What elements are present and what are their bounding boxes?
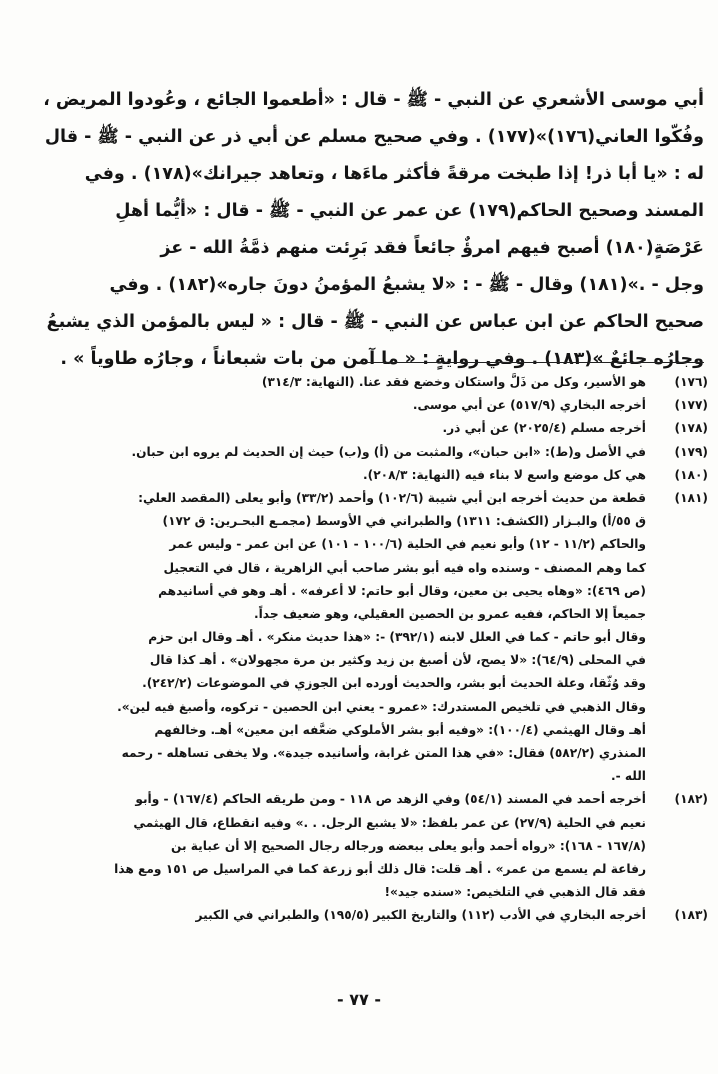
footnote-text: في المحلى (٦٤/٩): «لا يصح، لأن أصبغ بن زيد وكثير بن مرة مجهولان» . أهـ كذا قال (149, 653, 646, 668)
main-text-line: المسند وصحيح الحاكم(١٧٩) عن عمر عن النبي - ﷺ - قال : «أيُّما أهلِ (115, 201, 704, 221)
footnote-text: المنذري (٥٨٢/٢) فقال: «في هذا المتن غرابة، وأسانيده جيدة». ولا يخفى تساهله - رحمه (121, 746, 646, 760)
footnote-number: (١٧٦) (674, 375, 708, 389)
footnote-text: كما وهم المصنف - وسنده واه فيه أبو بشر صاحب أبي الزاهرية ، قال في التعجيل (163, 560, 646, 575)
footnote-continuation (84, 649, 708, 672)
footnote-number: (١٧٩) (674, 444, 708, 459)
footnote-text: جميعاً إلا الحاكم، ففيه عمرو بن الحصين العقيلي، وهو ضعيف جداً. (253, 606, 646, 621)
footnote-continuation (84, 742, 708, 765)
footnote-text: وقال أبو حاتم - كما في العلل لابنه (٣٩٢/١) -: «هذا حديث منكر» . أهـ وقال ابن حزم (148, 630, 646, 645)
footnote-text: نعيم في الحلية (٢٧/٩) عن عمر بلفظ: «لا يشبع الرجل. . .» وفيه انقطاع، قال الهيثمي (133, 815, 646, 830)
footnote-number: (١٨٢) (674, 792, 708, 807)
main-text-line: له : «يا أبا ذر! إذا طبخت مرقةً فأكثر ماءَها ، وتعاهد جيرانك»(١٧٨) . وفي (84, 164, 704, 184)
footnote-177 (84, 394, 708, 417)
footnote-text: ق ٥٥/أ) والبـزار (الكشف: ١٣١١) والطبراني في الأوسط (مجمـع البحـرين: ق ١٧٢) (162, 514, 646, 529)
footnote-separator (358, 362, 704, 363)
main-text-line: وجارُه جائعٌ »(١٨٣) . وفي روايةٍ : « ما آمن من بات شبعاناً ، وجارُه طاوياً » . (60, 349, 704, 369)
footnote-181 (84, 487, 708, 510)
footnote-text: وقد وُثّقا، وعلة الحديث أبو بشر، والحديث أورده ابن الجوزي في الموضوعات (٢٤٢/٢). (142, 676, 646, 691)
footnote-continuation (84, 881, 708, 904)
footnote-179 (84, 441, 708, 464)
page-number: - ٧٧ - (337, 990, 381, 1009)
footnote-180 (84, 464, 708, 487)
footnote-text: قطعة من حديث أخرجه ابن أبي شيبة (١٠٢/٦) وأحمد (٣٣/٢) وأبو يعلى (المقصد العلي: (138, 490, 646, 505)
footnote-continuation (84, 858, 708, 881)
footnote-continuation (84, 835, 708, 858)
footnote-178 (84, 417, 708, 440)
footnote-continuation (84, 672, 708, 695)
footnote-text: (ص ٤٦٩): «وهاه يحيى بن معين، وقال أبو حاتم: لا أعرفه» . أهـ وهو في أسانيدهم (158, 583, 646, 598)
footnote-text: هي كل موضع واسع لا بناء فيه (النهاية: ٢٠٨/٣). (362, 467, 646, 482)
main-text-line: عَرْصَةٍ(١٨٠) أصبح فيهم امرؤٌ جائعاً فقد بَرِئت منهم ذمَّةُ الله - عز (160, 238, 704, 258)
footnote-continuation (84, 765, 708, 788)
main-text-line: صحيح الحاكم عن ابن عباس عن النبي - ﷺ - قال : « ليس بالمؤمن الذي يشبعُ (46, 312, 704, 332)
footnote-text: أخرجه أحمد في المسند (٥٤/١) وفي الزهد ص ١١٨ - ومن طريقه الحاكم (١٦٧/٤) - وأبو (135, 792, 646, 807)
footnote-continuation (84, 696, 708, 719)
footnote-text: والحاكم (١١/٢ - ١٢) وأبو نعيم في الحلية (١٠٠/٦ - ١٠١) عن ابن عمر - وليس عمر (169, 537, 646, 552)
footnote-continuation (84, 510, 708, 533)
footnote-continuation (84, 557, 708, 580)
footnote-text: (١٦٧/٨ - ١٦٨): «رواه أحمد وأبو يعلى ببعضه ورجاله رجال الصحيح إلا أن عباية بن (171, 838, 646, 853)
footnote-183 (84, 904, 708, 927)
footnote-text: فقد قال الذهبي في التلخيص: «سنده جيد»! (384, 885, 646, 900)
footnote-176 (84, 371, 708, 394)
footnote-text: أخرجه البخاري في الأدب (١١٢) والتاريخ الكبير (١٩٥/٥) والطبراني في الكبير (195, 908, 646, 923)
footnote-text: رفاعة لم يسمع من عمر» . أهـ قلت: قال ذلك أبو زرعة كما في المراسيل ص ١٥١ ومع هذا (114, 861, 646, 876)
footnote-text: الله -. (610, 769, 646, 784)
footnote-continuation (84, 626, 708, 649)
footnote-text: هو الأسير، وكل من ذَلَّ واستكان وخضع فقد عنا. (النهاية: ٣١٤/٣) (261, 375, 646, 389)
footnote-continuation (84, 812, 708, 835)
main-text-line: وفُكّوا العاني(١٧٦)»(١٧٧) . وفي صحيح مسلم عن أبي ذر عن النبي - ﷺ - قال (44, 127, 704, 147)
footnote-number: (١٧٧) (674, 398, 708, 413)
footnotes (84, 371, 708, 928)
footnote-continuation (84, 719, 708, 742)
footnote-continuation (84, 580, 708, 603)
footnote-number: (١٨١) (674, 490, 708, 505)
footnote-text: أخرجه البخاري (٥١٧/٩) عن أبي موسى. (412, 398, 646, 413)
footnote-continuation (84, 533, 708, 556)
footnote-text: وقال الذهبي في تلخيص المستدرك: «عمرو - يعني ابن الحصين - تركوه، وأصبغ فيه لين». (117, 699, 646, 714)
footnote-number: (١٨٣) (674, 908, 708, 923)
main-text-line: أبي موسى الأشعري عن النبي - ﷺ - قال : «أطعموا الجائع ، وعُودوا المريض ، (43, 90, 704, 110)
footnote-182 (84, 788, 708, 811)
footnote-text: أهـ وقال الهيثمي (١٠٠/٤): «وفيه أبو بشر الأملوكي ضعَّفه ابن معين» أهـ. وخالفهم (154, 722, 646, 737)
footnote-text: في الأصل و(ط): «ابن حبان»، والمثبت من (أ) و(ب) حيث إن الحديث لم يروه ابن حبان. (131, 444, 646, 459)
footnote-continuation (84, 603, 708, 626)
footnote-number: (١٨٠) (674, 467, 708, 482)
footnote-text: أخرجه مسلم (٢٠٢٥/٤) عن أبي ذر. (442, 421, 646, 436)
footnote-number: (١٧٨) (674, 421, 708, 436)
main-text (43, 82, 704, 378)
main-text-line: وجل - .»(١٨١) وقال - ﷺ - : «لا يشبعُ المؤمنُ دونَ جاره»(١٨٢) . وفي (109, 275, 704, 295)
